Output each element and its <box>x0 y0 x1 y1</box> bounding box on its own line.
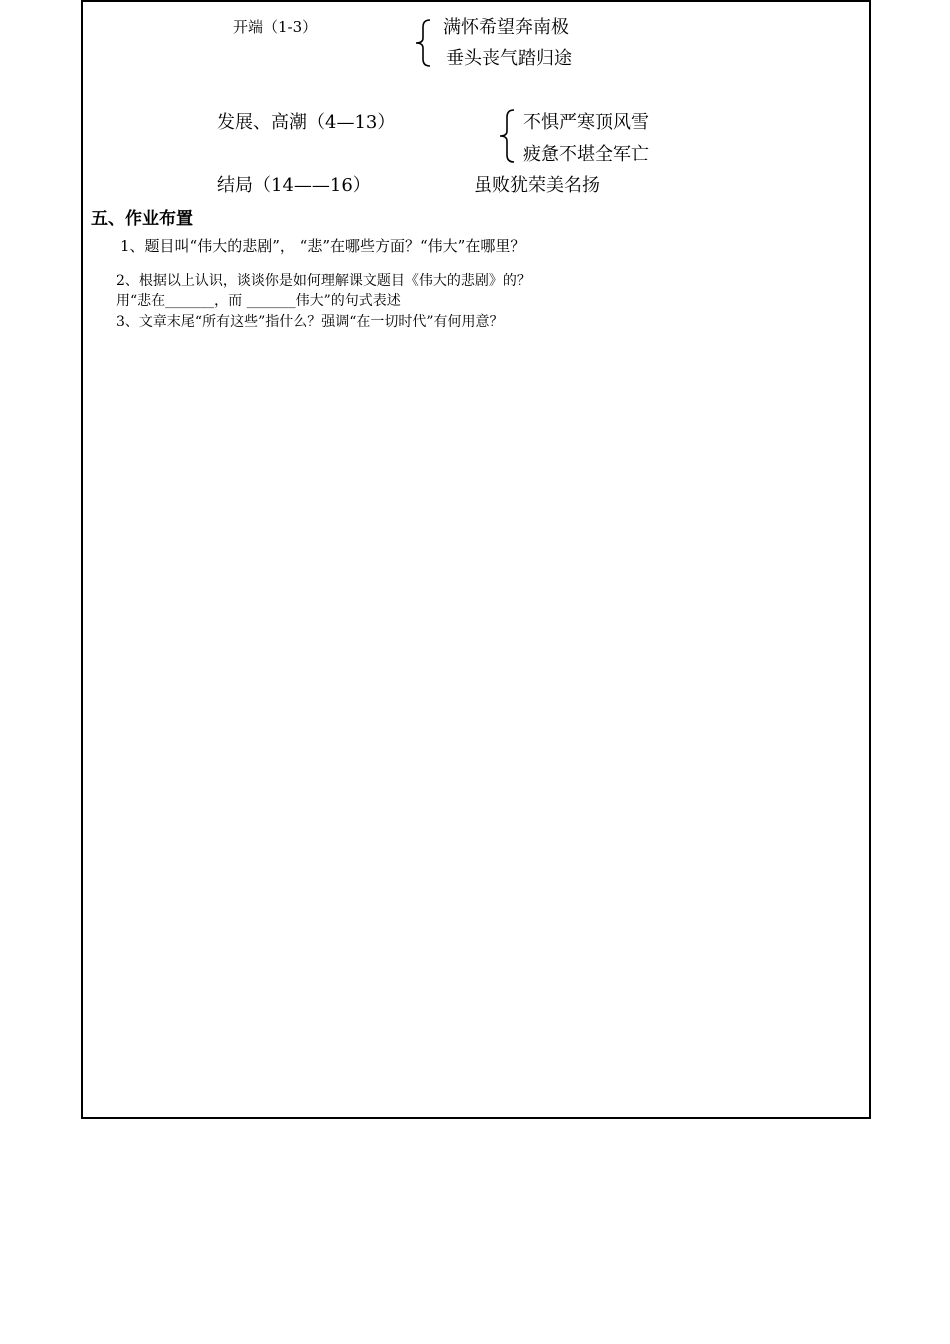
stage1-label: 开端（1-3） <box>233 18 318 36</box>
stage1-brace <box>410 18 434 68</box>
stage2-item-2: 疲惫不堪全军亡 <box>523 144 649 165</box>
stage1-item-2: 垂头丧气踏归途 <box>446 48 572 69</box>
stage1-item-1: 满怀希望奔南极 <box>443 17 569 38</box>
stage2-brace <box>494 108 518 164</box>
homework-question-2-line-2: 用“悲在_______，而 _______伟大”的句式表述 <box>116 293 401 309</box>
homework-heading: 五、作业布置 <box>91 209 193 229</box>
stage2-item-1: 不惧严寒顶风雪 <box>523 112 649 133</box>
stage3-item: 虽败犹荣美名扬 <box>474 175 600 196</box>
homework-question-1: 1、题目叫“伟大的悲剧”， “悲”在哪些方面？“伟大”在哪里？ <box>120 237 526 255</box>
homework-question-2-line-1: 2、根据以上认识，谈谈你是如何理解课文题目《伟大的悲剧》的？ <box>116 273 531 289</box>
homework-question-3: 3、文章末尾“所有这些”指什么？强调“在一切时代”有何用意？ <box>116 314 504 330</box>
stage2-label: 发展、高潮（4—13） <box>217 112 396 133</box>
stage3-label: 结局（14——16） <box>217 175 371 196</box>
content-frame <box>81 0 871 1119</box>
